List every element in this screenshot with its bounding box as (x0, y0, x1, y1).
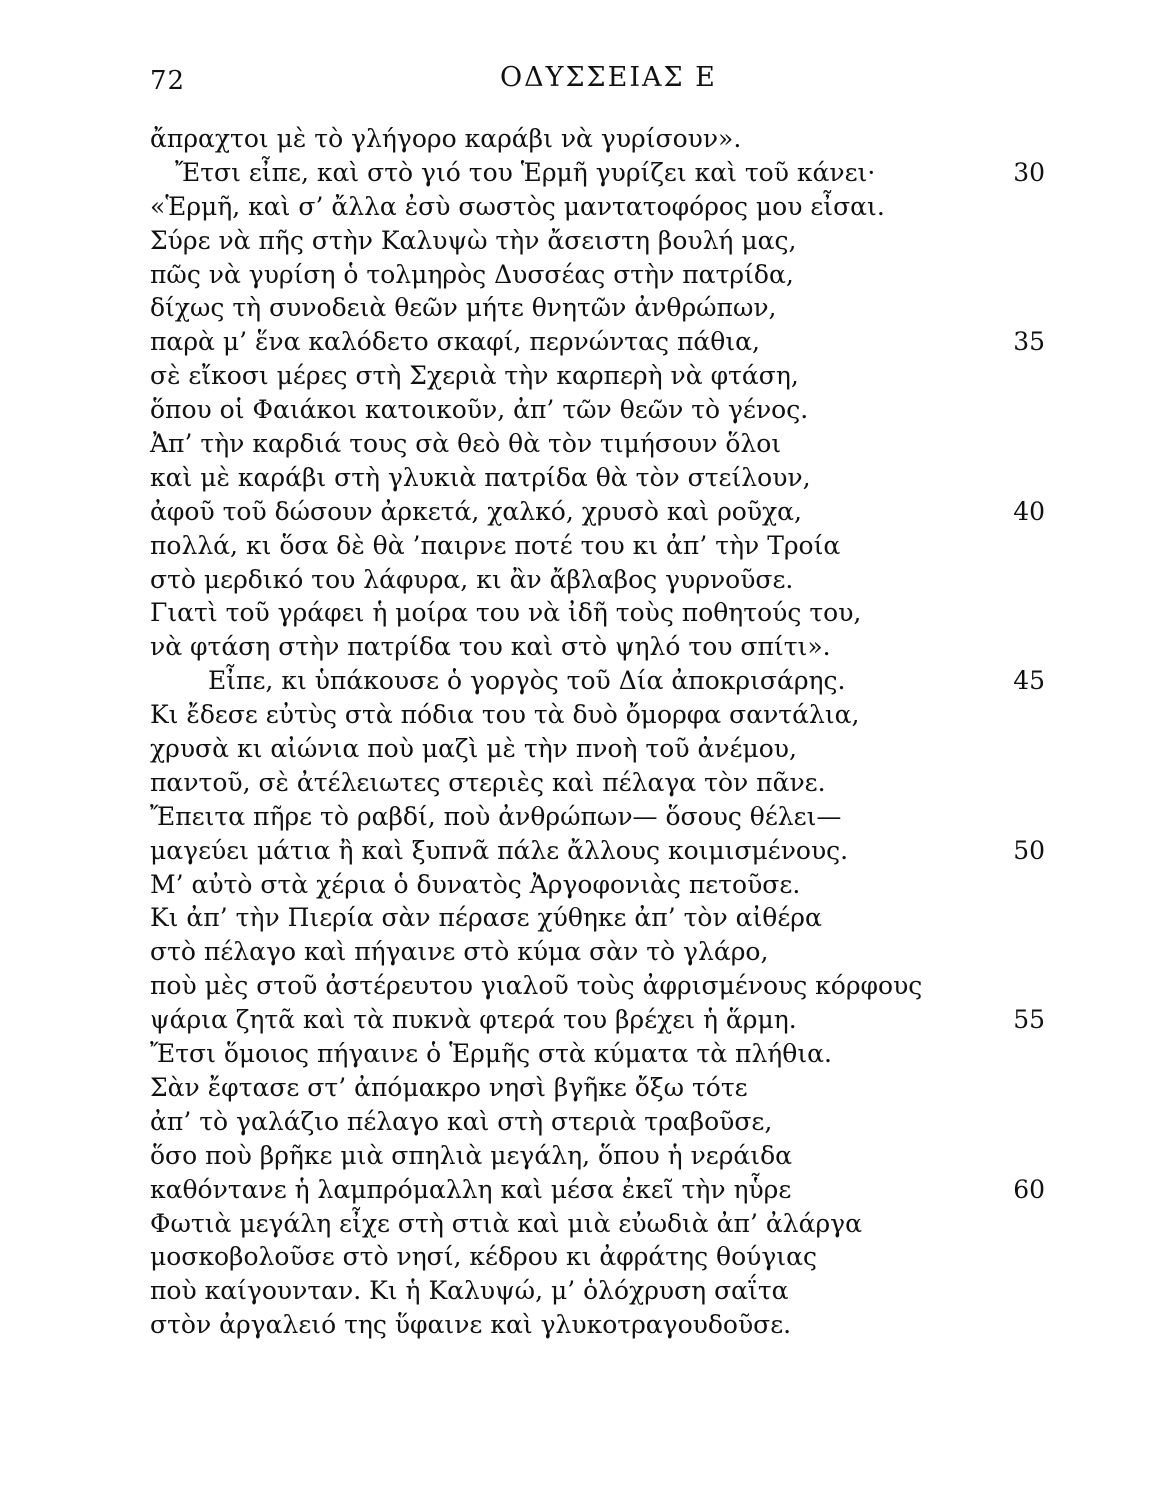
verse-line (0, 359, 1152, 393)
verse-text: Μ’ αὐτὸ στὰ χέρια ὁ δυνατὸς Ἀργοφονιὰς πετοῦσε. (150, 869, 801, 899)
verse-text: σὲ εἴκοσι μέρες στὴ Σχεριὰ τὴν καρπερὴ νὰ φτάση, (150, 361, 799, 391)
verse-line (0, 596, 1152, 630)
verse-text: ποὺ καίγουνταν. Κι ἡ Καλυψώ, μ’ ὁλόχρυση σαΐτα (150, 1276, 789, 1306)
line-number: 50 (1013, 835, 1045, 865)
verse-text: στὸ πέλαγο καὶ πήγαινε στὸ κύμα σὰν τὸ γλάρο, (150, 937, 769, 967)
line-number: 55 (1013, 1005, 1045, 1035)
verse-line (0, 1139, 1152, 1173)
verse-line (0, 258, 1152, 292)
verse-line (0, 1071, 1152, 1105)
verse-text: δίχως τὴ συνοδειὰ θεῶν μήτε θνητῶν ἀνθρώπων, (150, 293, 777, 323)
verse-line (0, 1308, 1152, 1342)
verse-line (0, 291, 1152, 325)
verse-text: Σύρε νὰ πῆς στὴν Καλυψὼ τὴν ἄσειστη βουλή μας, (150, 225, 797, 255)
verse-text: ποὺ μὲς στοῦ ἀστέρευτου γιαλοῦ τοὺς ἀφρισμένους κόρφους (150, 971, 923, 1001)
verse-line (0, 1240, 1152, 1274)
verse-text: Κι ἀπ’ τὴν Πιερία σὰν πέρασε χύθηκε ἀπ’ τὸν αἰθέρα (150, 903, 822, 933)
verse-line (0, 1173, 1152, 1207)
verse-line (0, 868, 1152, 902)
verse-text: «Ἑρμῆ, καὶ σ’ ἄλλα ἐσὺ σωστὸς μαντατοφόρος μου εἶσαι. (150, 191, 885, 221)
verse-text: Ἔτσι εἶπε, καὶ στὸ γιό του Ἑρμῆ γυρίζει καὶ τοῦ κάνει· (175, 157, 876, 187)
verse-text: μοσκοβολοῦσε στὸ νησί, κέδρου κι ἀφράτης θούγιας (150, 1242, 817, 1272)
verse-line (0, 1105, 1152, 1139)
verse-line (0, 563, 1152, 597)
verse-block (0, 122, 1152, 1342)
verse-text: Ἔτσι ὅμοιος πήγαινε ὁ Ἑρμῆς στὰ κύματα τὰ πλήθια. (150, 1039, 832, 1069)
verse-line (0, 495, 1152, 529)
running-title: ΟΔΥΣΣΕΙΑΣ Ε (500, 62, 717, 93)
verse-text: στὸν ἀργαλειό της ὕφαινε καὶ γλυκοτραγουδοῦσε. (150, 1310, 792, 1340)
verse-text: πολλά, κι ὅσα δὲ θὰ ’παιρνε ποτέ του κι ἀπ’ τὴν Τροία (150, 530, 841, 560)
verse-line (0, 461, 1152, 495)
line-number: 45 (1013, 666, 1045, 696)
verse-text: ψάρια ζητᾶ καὶ τὰ πυκνὰ φτερά του βρέχει ἡ ἅρμη. (150, 1005, 797, 1035)
line-number: 40 (1013, 496, 1045, 526)
verse-text: παντοῦ, σὲ ἀτέλειωτες στεριὲς καὶ πέλαγα τὸν πᾶνε. (150, 767, 826, 797)
verse-line (0, 766, 1152, 800)
verse-line (0, 427, 1152, 461)
verse-text: Σὰν ἔφτασε στ’ ἀπόμακρο νησὶ βγῆκε ὄξω τότε (150, 1072, 748, 1102)
verse-text: στὸ μερδικό του λάφυρα, κι ἂν ἄβλαβος γυρνοῦσε. (150, 564, 794, 594)
line-number: 60 (1013, 1174, 1045, 1204)
verse-text: παρὰ μ’ ἕνα καλόδετο σκαφί, περνώντας πάθια, (150, 327, 760, 357)
verse-text: πῶς νὰ γυρίση ὁ τολμηρὸς Δυσσέας στὴν πατρίδα, (150, 259, 794, 289)
verse-line (0, 156, 1152, 190)
verse-text: καὶ μὲ καράβι στὴ γλυκιὰ πατρίδα θὰ τὸν στείλουν, (150, 462, 811, 492)
line-number: 30 (1013, 157, 1045, 187)
verse-text: καθόντανε ἡ λαμπρόμαλλη καὶ μέσα ἐκεῖ τὴν ηὗρε (150, 1174, 792, 1204)
page-number: 72 (150, 66, 186, 96)
verse-line (0, 630, 1152, 664)
verse-text: νὰ φτάση στὴν πατρίδα του καὶ στὸ ψηλό του σπίτι». (150, 632, 831, 662)
verse-line (0, 122, 1152, 156)
verse-line (0, 969, 1152, 1003)
verse-line (0, 664, 1152, 698)
verse-text: ὅπου οἱ Φαιάκοι κατοικοῦν, ἀπ’ τῶν θεῶν τὸ γένος. (150, 395, 809, 425)
verse-text: Ἀπ’ τὴν καρδιά τους σὰ θεὸ θὰ τὸν τιμήσουν ὅλοι (150, 429, 782, 459)
verse-line (0, 325, 1152, 359)
verse-line (0, 935, 1152, 969)
verse-text: Κι ἔδεσε εὐτὺς στὰ πόδια του τὰ δυὸ ὄμορφα σαντάλια, (150, 700, 860, 730)
verse-text: ἄπραχτοι μὲ τὸ γλήγορο καράβι νὰ γυρίσουν». (150, 124, 742, 153)
verse-text: χρυσὰ κι αἰώνια ποὺ μαζὶ μὲ τὴν πνοὴ τοῦ ἀνέμου, (150, 734, 797, 764)
verse-text: Εἶπε, κι ὑπάκουσε ὁ γοργὸς τοῦ Δία ἀποκρισάρης. (208, 666, 846, 696)
verse-text: Φωτιὰ μεγάλη εἶχε στὴ στιὰ καὶ μιὰ εὐωδιὰ ἀπ’ ἀλάργα (150, 1208, 862, 1238)
verse-text: Ἔπειτα πῆρε τὸ ραβδί, ποὺ ἀνθρώπων— ὅσους θέλει— (150, 801, 842, 831)
verse-text: ἀφοῦ τοῦ δώσουν ἀρκετά, χαλκό, χρυσὸ καὶ ροῦχα, (150, 496, 803, 526)
verse-line (0, 529, 1152, 563)
verse-line (0, 800, 1152, 834)
verse-line (0, 698, 1152, 732)
verse-line (0, 1037, 1152, 1071)
verse-text: Γιατὶ τοῦ γράφει ἡ μοίρα του νὰ ἰδῆ τοὺς ποθητούς του, (150, 598, 862, 628)
line-number: 35 (1013, 327, 1045, 357)
verse-line (0, 1207, 1152, 1241)
verse-text: ἀπ’ τὸ γαλάζιο πέλαγο καὶ στὴ στεριὰ τραβοῦσε, (150, 1106, 773, 1136)
verse-line (0, 1274, 1152, 1308)
verse-line (0, 393, 1152, 427)
verse-line (0, 224, 1152, 258)
verse-line (0, 834, 1152, 868)
verse-line (0, 190, 1152, 224)
verse-line (0, 732, 1152, 766)
verse-text: μαγεύει μάτια ἢ καὶ ξυπνᾶ πάλε ἄλλους κοιμισμένους. (150, 835, 849, 865)
verse-text: ὅσο ποὺ βρῆκε μιὰ σπηλιὰ μεγάλη, ὅπου ἡ νεράιδα (150, 1140, 793, 1170)
verse-line (0, 1003, 1152, 1037)
verse-line (0, 901, 1152, 935)
